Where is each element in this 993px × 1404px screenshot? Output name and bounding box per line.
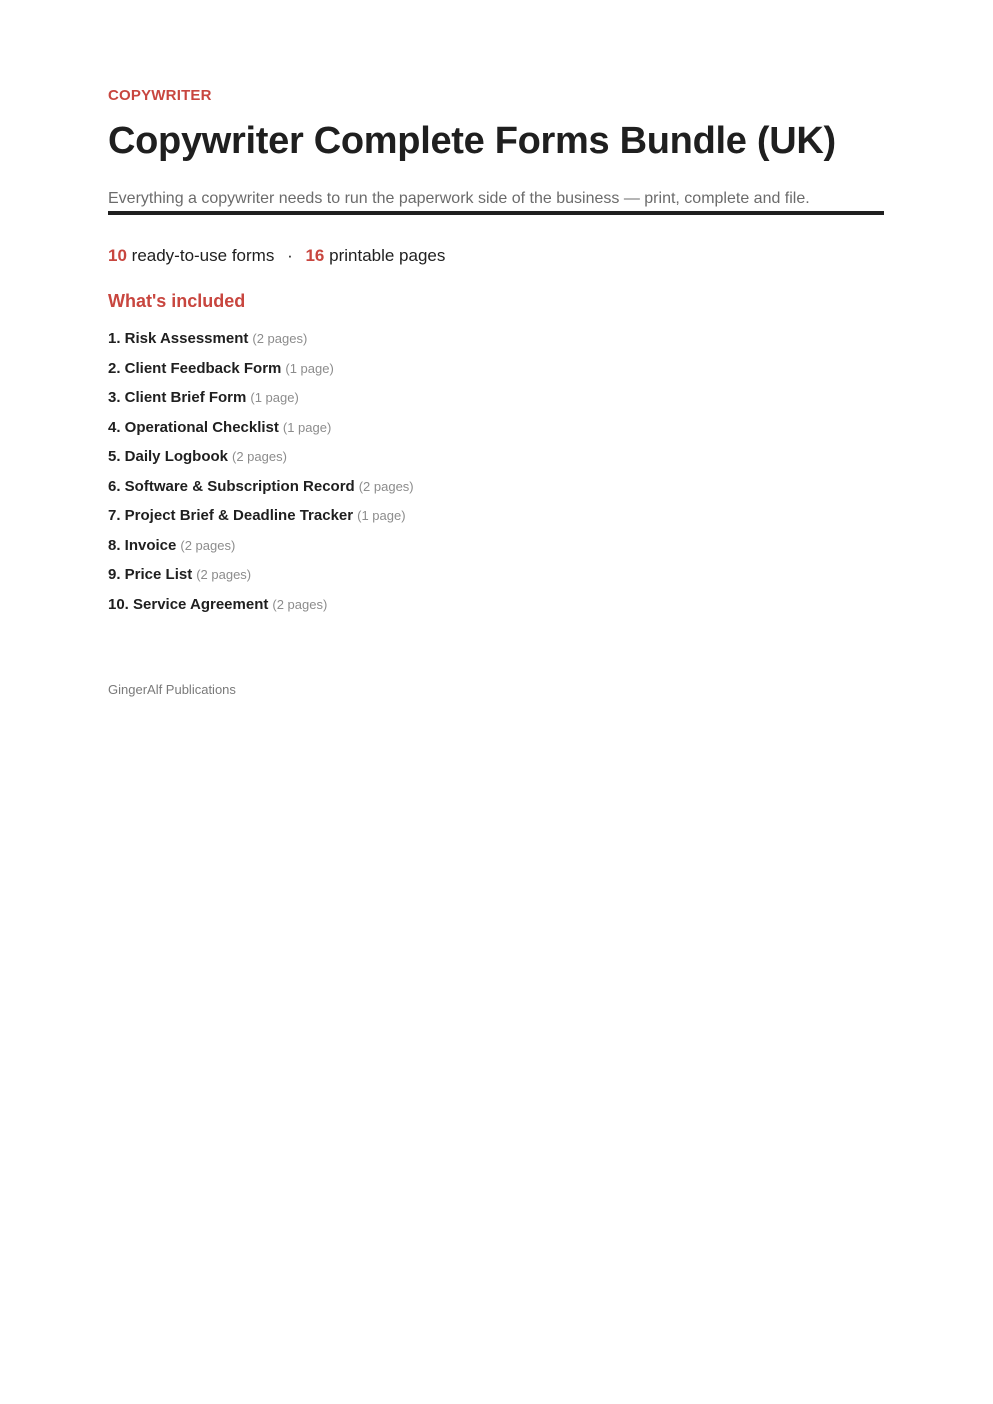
page-title: Copywriter Complete Forms Bundle (UK) bbox=[108, 120, 836, 162]
stats-separator: · bbox=[287, 246, 293, 265]
item-pages: (2 pages) bbox=[358, 478, 414, 494]
included-forms-list bbox=[108, 327, 414, 622]
item-label: 5. Daily Logbook bbox=[108, 448, 229, 465]
list-item bbox=[108, 504, 414, 534]
pages-count: 16 bbox=[305, 246, 325, 265]
item-label: 10. Service Agreement bbox=[108, 595, 269, 613]
list-item bbox=[108, 445, 414, 475]
publisher-footer: GingerAlf Publications bbox=[108, 682, 236, 697]
list-item bbox=[108, 593, 414, 623]
section-heading: What's included bbox=[108, 291, 246, 311]
item-label: 2. Client Feedback Form bbox=[108, 359, 282, 377]
item-pages: (1 page) bbox=[250, 390, 299, 405]
list-item bbox=[108, 357, 414, 387]
item-pages: (2 pages) bbox=[196, 567, 252, 582]
item-pages: (1 page) bbox=[282, 419, 332, 435]
item-pages: (1 page) bbox=[357, 508, 406, 523]
list-item bbox=[108, 563, 414, 593]
list-item bbox=[108, 327, 414, 357]
list-item bbox=[108, 534, 414, 564]
item-label: 8. Invoice bbox=[108, 536, 177, 554]
item-label: 9. Price List bbox=[108, 566, 193, 583]
item-label: 6. Software & Subscription Record bbox=[108, 477, 355, 495]
list-item bbox=[108, 386, 414, 416]
item-label: 1. Risk Assessment bbox=[108, 330, 249, 347]
item-pages: (2 pages) bbox=[180, 537, 236, 553]
item-label: 7. Project Brief & Deadline Tracker bbox=[108, 507, 354, 524]
page-subtitle: Everything a copywriter needs to run the paperwork side of the business — print, complete and file. bbox=[108, 190, 810, 207]
item-label: 3. Client Brief Form bbox=[108, 389, 247, 406]
item-pages: (1 page) bbox=[285, 360, 334, 376]
forms-count: 10 bbox=[108, 246, 127, 265]
bundle-stats bbox=[108, 244, 445, 268]
forms-label: ready-to-use forms bbox=[131, 246, 275, 265]
category-label: COPYWRITER bbox=[108, 87, 212, 104]
item-pages: (2 pages) bbox=[252, 331, 308, 346]
item-pages: (2 pages) bbox=[272, 596, 328, 612]
pages-label: printable pages bbox=[329, 246, 446, 265]
list-item bbox=[108, 475, 414, 505]
list-item bbox=[108, 416, 414, 446]
item-pages: (2 pages) bbox=[232, 449, 287, 464]
item-label: 4. Operational Checklist bbox=[108, 418, 279, 436]
header-divider bbox=[108, 211, 884, 215]
